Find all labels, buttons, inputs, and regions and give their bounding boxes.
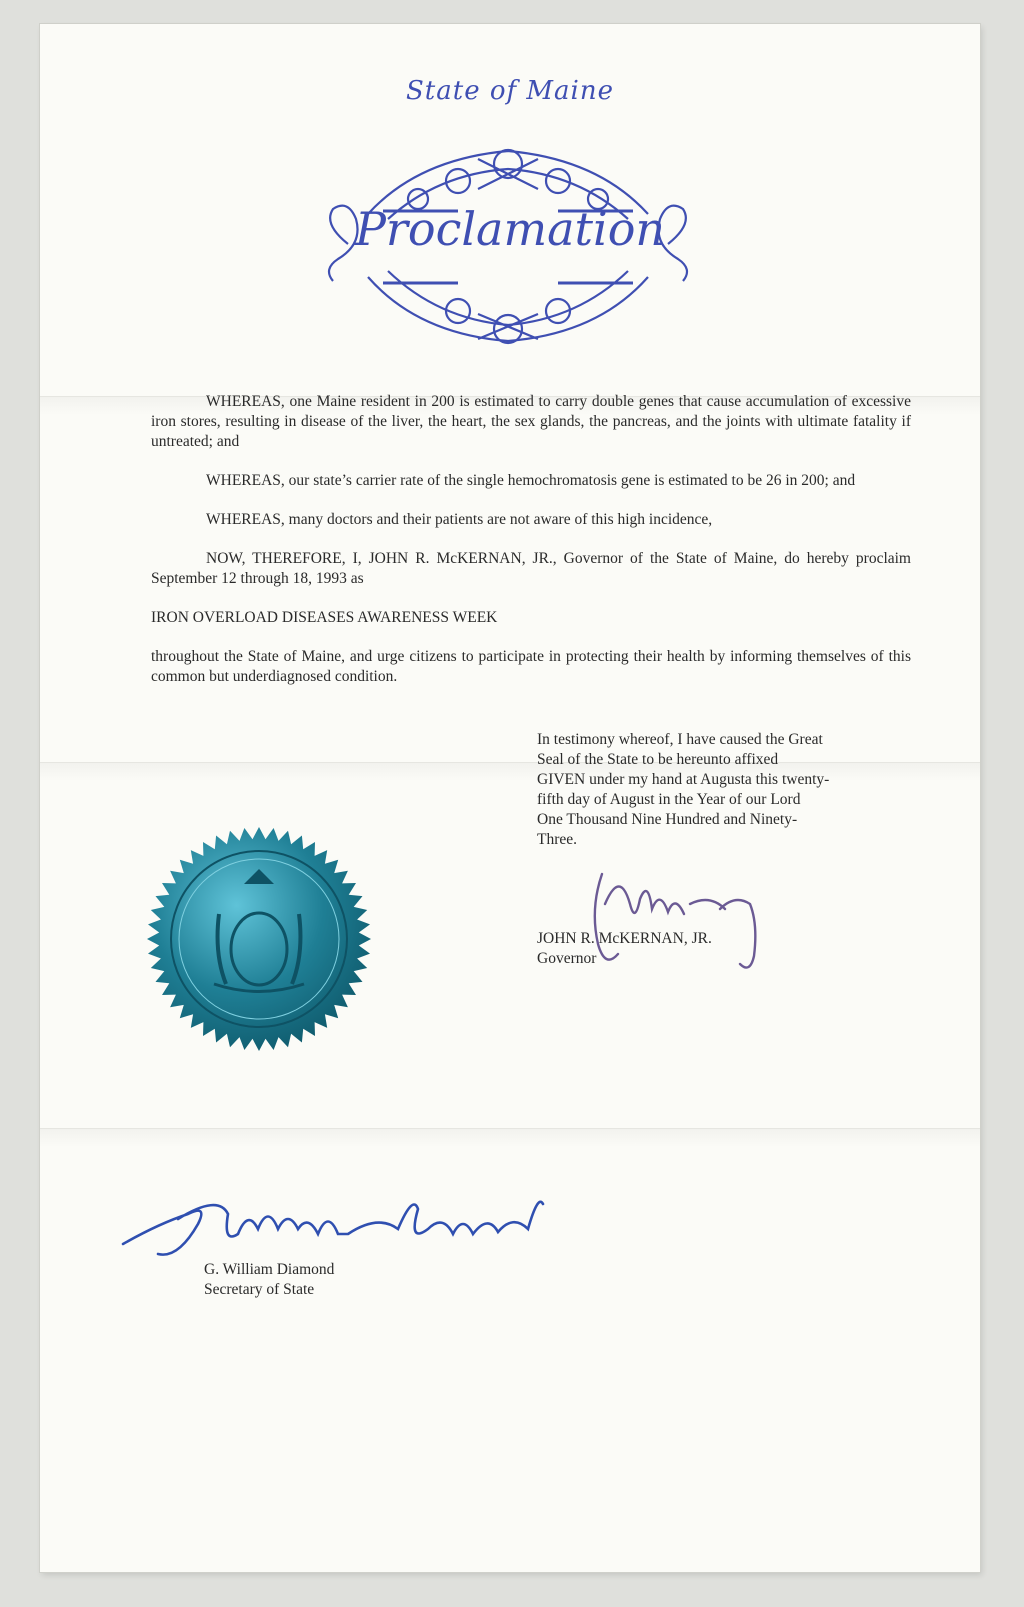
governor-title: Governor [537, 950, 597, 967]
testimony-line: fifth day of August in the Year of our Lord [537, 791, 801, 808]
proclamation-document [40, 24, 980, 1572]
urge-paragraph: throughout the State of Maine, and urge citizens to participate in protecting their health by informing themselves of this common but underdiagnosed condition. [151, 648, 911, 685]
fold-line [40, 1128, 980, 1147]
state-title: State of Maine [406, 76, 614, 106]
testimony-line: In testimony whereof, I have caused the Great [537, 731, 823, 748]
testimony-line: One Thousand Nine Hundred and Ninety- [537, 811, 798, 828]
secretary-name: G. William Diamond [204, 1261, 335, 1278]
state-seal-icon [144, 824, 374, 1054]
proclamation-body [151, 392, 911, 706]
testimony-line: Three. [537, 831, 578, 848]
event-title: IRON OVERLOAD DISEASES AWARENESS WEEK [151, 609, 498, 626]
whereas-paragraph-1: WHEREAS, one Maine resident in 200 is estimated to carry double genes that cause accumulation of excessive iron stores, resulting in disease of the liver, the heart, the sex glands, the pancreas, and the joints with ultimate fatality if untreated; and [151, 393, 911, 450]
whereas-paragraph-2: WHEREAS, our state’s carrier rate of the single hemochromatosis gene is estimated to be 26 in 200; and [206, 472, 856, 489]
testimony-block [537, 730, 882, 850]
testimony-line: GIVEN under my hand at Augusta this twenty- [537, 771, 830, 788]
testimony-line: Seal of the State to be hereunto affixed [537, 751, 779, 768]
secretary-block [204, 1260, 334, 1300]
whereas-paragraph-3: WHEREAS, many doctors and their patients are not aware of this high incidence, [206, 511, 713, 528]
governor-name: JOHN R. McKERNAN, JR. [537, 930, 712, 947]
proclaim-paragraph: NOW, THEREFORE, I, JOHN R. McKERNAN, JR., Governor of the State of Maine, do hereby proclaim September 12 through 18, 1993 as [151, 550, 911, 587]
secretary-signature [118, 1174, 558, 1274]
proclamation-title: Proclamation [354, 202, 666, 256]
secretary-title: Secretary of State [204, 1281, 315, 1298]
governor-block [537, 929, 712, 969]
